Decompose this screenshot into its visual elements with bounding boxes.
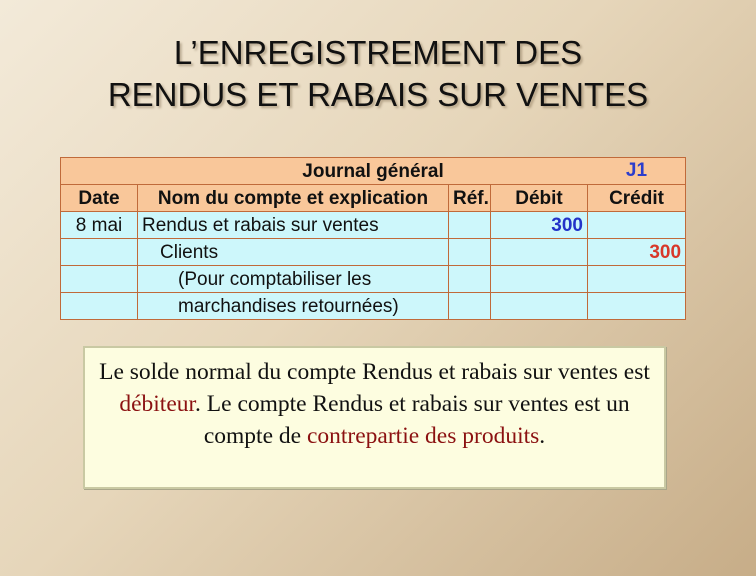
cell-ref — [449, 212, 491, 239]
column-header-date: Date — [61, 185, 138, 212]
journal-title-row — [61, 158, 686, 185]
table-row — [61, 239, 686, 266]
slide-title — [0, 32, 756, 116]
slide-title-line-1: L’ENREGISTREMENT DES — [173, 34, 583, 71]
note-text-3: . — [539, 423, 546, 449]
cell-date — [61, 266, 138, 293]
cell-account: (Pour comptabiliser les — [138, 266, 449, 293]
cell-account: Clients — [138, 239, 449, 266]
column-header-debit: Débit — [491, 185, 588, 212]
cell-date: 8 mai — [61, 212, 138, 239]
cell-debit — [491, 239, 588, 266]
cell-credit: 300 — [588, 239, 686, 266]
note-text-2: . Le compte Rendus et rabais sur ventes est un compte de — [195, 391, 630, 449]
table-row — [61, 293, 686, 320]
cell-debit: 300 — [491, 212, 588, 239]
column-header-ref: Réf. — [449, 185, 491, 212]
cell-credit — [588, 293, 686, 320]
cell-debit — [491, 266, 588, 293]
table-row — [61, 212, 686, 239]
journal-table — [60, 157, 686, 320]
cell-credit — [588, 266, 686, 293]
cell-date — [61, 293, 138, 320]
cell-account: Rendus et rabais sur ventes — [138, 212, 449, 239]
column-header-credit: Crédit — [588, 185, 686, 212]
note-text-1: Le solde normal du compte Rendus et rabais sur ventes est — [99, 359, 650, 385]
cell-date — [61, 239, 138, 266]
explanation-note — [83, 346, 666, 489]
cell-credit — [588, 212, 686, 239]
journal-title: Journal général — [302, 160, 444, 182]
table-row — [61, 266, 686, 293]
journal-title-cell — [61, 158, 686, 185]
cell-ref — [449, 293, 491, 320]
column-header-account: Nom du compte et explication — [138, 185, 449, 212]
journal-header-row — [61, 185, 686, 212]
journal-number: J1 — [625, 160, 648, 181]
cell-account: marchandises retournées) — [138, 293, 449, 320]
cell-ref — [449, 266, 491, 293]
cell-ref — [449, 239, 491, 266]
note-highlight-debiteur: débiteur — [119, 391, 196, 417]
cell-debit — [491, 293, 588, 320]
slide-title-line-2: RENDUS ET RABAIS SUR VENTES — [107, 76, 649, 113]
note-highlight-contrepartie: contrepartie des produits — [306, 423, 540, 449]
